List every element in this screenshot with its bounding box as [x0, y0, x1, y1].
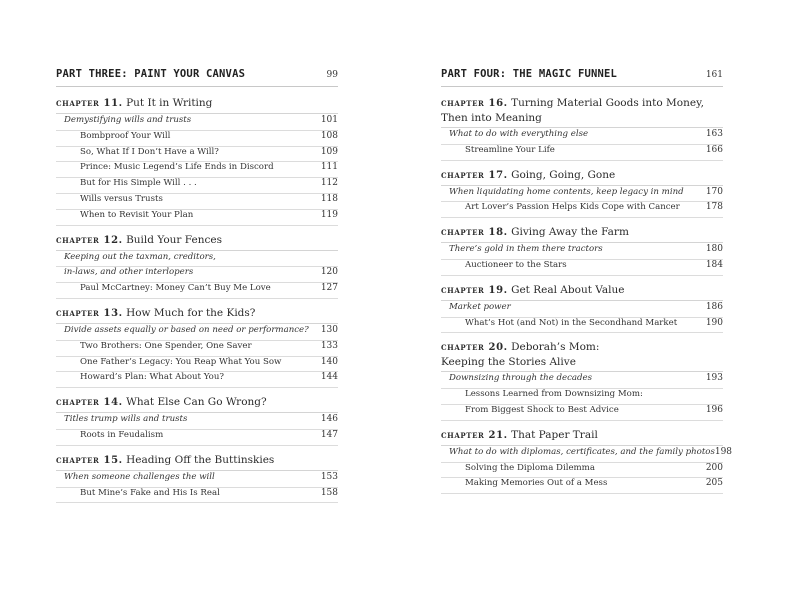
chapter-label: chapter 21. — [441, 429, 508, 441]
chapter-heading — [56, 395, 338, 413]
chapter-label: chapter 16. — [441, 98, 508, 109]
chapter-title: Going, Going, Gone — [511, 168, 616, 181]
right-column — [441, 68, 733, 501]
chapter-label: chapter 14. — [56, 397, 123, 409]
chapter-label: chapter 19. — [441, 284, 508, 296]
part-title: PART FOUR: THE MAGIC FUNNEL — [441, 68, 618, 80]
chapter-11 — [56, 96, 338, 226]
toc-entry: Keeping out the taxman, creditors, — [56, 252, 338, 268]
chapter-label: chapter 11. — [56, 98, 123, 109]
toc-entry: Titles trump wills and trusts 146 — [56, 414, 338, 430]
part-title: PART THREE: PAINT YOUR CANVAS — [56, 68, 246, 80]
toc-entry: Lessons Learned from Downsizing Mom: — [441, 389, 723, 405]
toc-entry: From Biggest Shock to Best Advice 196 — [441, 405, 723, 421]
toc-entry: When someone challenges the will 153 — [56, 472, 338, 488]
chapter-title: Turning Material Goods into Money, — [511, 97, 704, 109]
chapter-title: Heading Off the Buttinskies — [126, 453, 275, 466]
chapter-19 — [441, 283, 723, 334]
toc-entry: Downsizing through the decades 193 — [441, 373, 723, 389]
chapter-heading — [56, 453, 338, 471]
chapter-heading — [441, 225, 723, 243]
toc-entry: Roots in Feudalism 147 — [56, 430, 338, 446]
part-page-number: 99 — [326, 70, 338, 80]
toc-entry: Prince: Music Legend’s Life Ends in Discord 111 — [56, 162, 338, 178]
chapter-heading — [56, 96, 338, 114]
toc-entry: Auctioneer to the Stars 184 — [441, 260, 723, 276]
toc-entry: So, What If I Don’t Have a Will? 109 — [56, 147, 338, 163]
toc-entry: But Mine’s Fake and His Is Real 158 — [56, 488, 338, 504]
chapter-title: Deborah’s Mom: — [511, 341, 600, 354]
chapter-title: Put It in Writing — [126, 97, 213, 109]
toc-entry: What to do with diplomas, certificates, and the family photos 198 — [441, 447, 723, 463]
chapter-17 — [441, 168, 723, 219]
chapter-18 — [441, 225, 723, 276]
toc-entry: When liquidating home contents, keep legacy in mind 170 — [441, 187, 723, 203]
chapter-title: What Else Can Go Wrong? — [126, 396, 267, 409]
toc-entry: Two Brothers: One Spender, One Saver 133 — [56, 341, 338, 357]
chapter-heading — [56, 233, 338, 251]
chapter-label: chapter 15. — [56, 454, 123, 466]
chapter-20 — [441, 340, 723, 420]
toc-entry: When to Revisit Your Plan 119 — [56, 210, 338, 226]
toc-entry: Wills versus Trusts 118 — [56, 194, 338, 210]
chapter-title-line2: Then into Meaning — [441, 112, 542, 124]
toc-entry: But for His Simple Will . . . 112 — [56, 178, 338, 194]
toc-entry: One Father’s Legacy: You Reap What You Sow 140 — [56, 357, 338, 373]
chapter-title: Giving Away the Farm — [511, 226, 629, 239]
toc-entry: in-laws, and other interlopers 120 — [56, 267, 338, 283]
toc-entry: Streamline Your Life 166 — [441, 145, 723, 161]
chapter-12 — [56, 233, 338, 299]
chapter-14 — [56, 395, 338, 446]
chapter-title-line2: Keeping the Stories Alive — [441, 356, 576, 369]
chapter-label: chapter 18. — [441, 227, 508, 239]
chapter-title: How Much for the Kids? — [126, 306, 256, 319]
chapter-heading — [56, 306, 338, 324]
chapter-title: That Paper Trail — [511, 428, 598, 441]
toc-entry: Paul McCartney: Money Can’t Buy Me Love 127 — [56, 283, 338, 299]
toc-entry: Solving the Diploma Dilemma 200 — [441, 463, 723, 479]
chapter-13 — [56, 306, 338, 388]
chapter-heading — [441, 283, 723, 301]
toc-entry: Howard’s Plan: What About You? 144 — [56, 372, 338, 388]
toc-entry: Art Lover’s Passion Helps Kids Cope with Cancer 178 — [441, 202, 723, 218]
left-column — [56, 68, 338, 510]
chapter-label: chapter 12. — [56, 234, 123, 246]
part-heading — [441, 68, 723, 87]
part-heading — [56, 68, 338, 87]
chapter-title: Build Your Fences — [126, 233, 222, 246]
chapter-16 — [441, 96, 723, 161]
toc-entry: Market power 186 — [441, 302, 723, 318]
chapter-heading — [441, 96, 723, 128]
chapter-label: chapter 17. — [441, 169, 508, 181]
chapter-title: Get Real About Value — [511, 283, 625, 296]
toc-entry: There’s gold in them there tractors 180 — [441, 244, 723, 260]
toc-entry: Demystifying wills and trusts 101 — [56, 115, 338, 131]
toc-entry: What to do with everything else 163 — [441, 129, 723, 145]
toc-entry: Divide assets equally or based on need or performance? 130 — [56, 325, 338, 341]
chapter-21 — [441, 428, 733, 494]
chapter-15 — [56, 453, 338, 504]
toc-entry: Bombproof Your Will 108 — [56, 131, 338, 147]
chapter-heading — [441, 340, 723, 372]
chapter-heading — [441, 428, 723, 446]
part-page-number: 161 — [705, 70, 723, 80]
chapter-label: chapter 13. — [56, 307, 123, 319]
chapter-heading — [441, 168, 723, 186]
chapter-label: chapter 20. — [441, 342, 508, 354]
toc-entry: Making Memories Out of a Mess 205 — [441, 478, 723, 494]
toc-entry: What’s Hot (and Not) in the Secondhand Market 190 — [441, 318, 723, 334]
